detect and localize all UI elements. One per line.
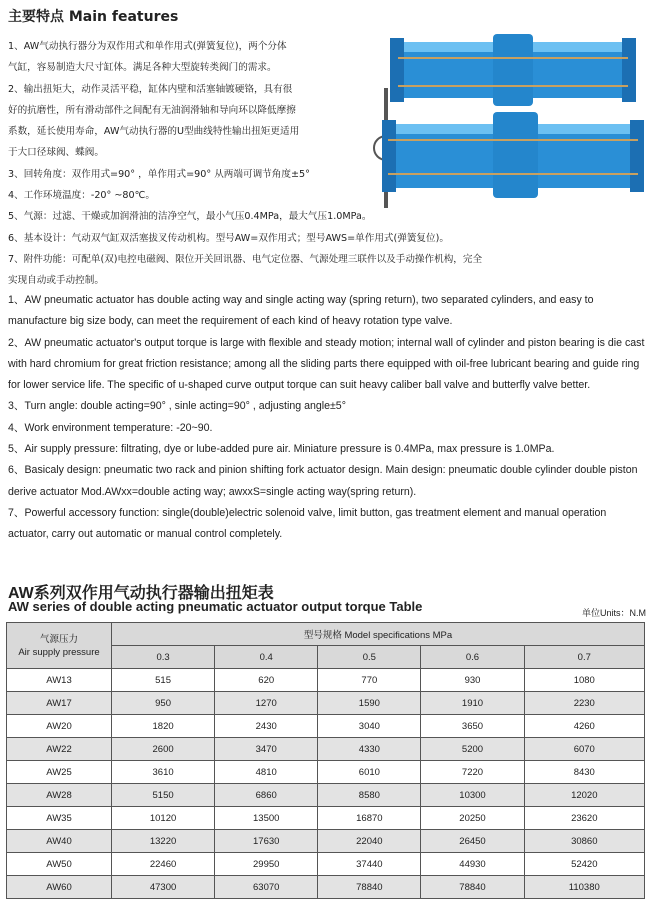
- table-row: [7, 738, 645, 761]
- en-item: 7、Powerful accessory function: single(double)electric solenoid valve, limit button, gas treatment element and manual operation actuator, carry out automatic or manual control completely.: [8, 506, 607, 541]
- model-cell: AW50: [7, 853, 112, 876]
- torque-cell: 12020: [524, 784, 644, 807]
- torque-cell: 4260: [524, 715, 644, 738]
- torque-cell: 930: [421, 669, 524, 692]
- torque-cell: 3650: [421, 715, 524, 738]
- features-chinese: [8, 36, 483, 292]
- model-cell: AW60: [7, 876, 112, 899]
- torque-cell: 1270: [215, 692, 318, 715]
- torque-cell: 770: [318, 669, 421, 692]
- cn-line: 2、输出扭矩大，动作灵活平稳，缸体内壁和活塞轴镀硬铬，具有很: [8, 83, 293, 95]
- cn-line: 实现自动或手动控制。: [8, 275, 104, 287]
- torque-cell: 1820: [112, 715, 215, 738]
- model-cell: AW40: [7, 830, 112, 853]
- cn-line: 气缸，容易制造大尺寸缸体。满足各种大型旋转类阀门的需求。: [8, 62, 277, 74]
- cn-line: 4、工作环境温度：-20° ~80℃。: [8, 190, 155, 202]
- features-title: 主要特点 Main features: [8, 9, 179, 25]
- features-english: [8, 290, 648, 546]
- pressure-header: 0.6: [421, 646, 524, 669]
- torque-cell: 52420: [524, 853, 644, 876]
- en-item: 4、Work environment temperature: -20~90.: [8, 421, 213, 434]
- table-title-cn: AW系列双作用气动执行器输出扭矩表: [8, 585, 274, 602]
- model-cell: AW20: [7, 715, 112, 738]
- torque-table: [6, 622, 645, 899]
- torque-cell: 110380: [524, 876, 644, 899]
- torque-cell: 4330: [318, 738, 421, 761]
- model-cell: AW13: [7, 669, 112, 692]
- cn-line: 好的抗磨性，所有滑动部件之间配有无油润滑轴和导向环以降低摩擦: [8, 104, 296, 116]
- torque-cell: 1080: [524, 669, 644, 692]
- pressure-header: 0.5: [318, 646, 421, 669]
- model-cell: AW35: [7, 807, 112, 830]
- torque-cell: 6010: [318, 761, 421, 784]
- torque-cell: 3040: [318, 715, 421, 738]
- table-row: [7, 807, 645, 830]
- table-title-en: AW series of double acting pneumatic actuator output torque Table: [8, 599, 423, 614]
- spec-header: 型号规格 Model specifications MPa: [112, 623, 645, 646]
- cn-line: 3、回转角度：双作用式=90° ，单作用式=90° 从两端可调节角度±5°: [8, 168, 310, 180]
- torque-cell: 1910: [421, 692, 524, 715]
- table-row: [7, 830, 645, 853]
- torque-cell: 37440: [318, 853, 421, 876]
- torque-cell: 29950: [215, 853, 318, 876]
- torque-cell: 44930: [421, 853, 524, 876]
- cn-line: 于大口径球阀、蝶阀。: [8, 147, 104, 159]
- torque-cell: 26450: [421, 830, 524, 853]
- torque-cell: 620: [215, 669, 318, 692]
- pressure-header: 0.4: [215, 646, 318, 669]
- torque-cell: 22460: [112, 853, 215, 876]
- table-row: [7, 715, 645, 738]
- pressure-header: 0.7: [524, 646, 644, 669]
- torque-cell: 2600: [112, 738, 215, 761]
- torque-cell: 4810: [215, 761, 318, 784]
- torque-cell: 23620: [524, 807, 644, 830]
- table-row: [7, 784, 645, 807]
- torque-cell: 8580: [318, 784, 421, 807]
- model-cell: AW17: [7, 692, 112, 715]
- table-row: [7, 692, 645, 715]
- torque-cell: 1590: [318, 692, 421, 715]
- torque-cell: 950: [112, 692, 215, 715]
- torque-cell: 47300: [112, 876, 215, 899]
- torque-cell: 63070: [215, 876, 318, 899]
- table-row: [7, 876, 645, 899]
- torque-cell: 20250: [421, 807, 524, 830]
- torque-cell: 3470: [215, 738, 318, 761]
- torque-cell: 5150: [112, 784, 215, 807]
- torque-cell: 5200: [421, 738, 524, 761]
- torque-cell: 16870: [318, 807, 421, 830]
- actuator-top: [390, 34, 636, 106]
- row-header: 气源压力 Air supply pressure: [7, 623, 112, 669]
- actuator-photo: [368, 28, 648, 278]
- table-row: [7, 669, 645, 692]
- torque-cell: 78840: [318, 876, 421, 899]
- cn-line: 7、附件功能：可配单(双)电控电磁阀、限位开关回讯器、电气定位器、气源处理三联件以及手动操作机构，完全: [8, 253, 483, 265]
- torque-cell: 2430: [215, 715, 318, 738]
- cn-line: 6、基本设计：气动双气缸双活塞拔叉传动机构。型号AW=双作用式；型号AWS=单作用式(弹簧复位)。: [8, 232, 449, 244]
- pressure-header: 0.3: [112, 646, 215, 669]
- torque-cell: 78840: [421, 876, 524, 899]
- model-cell: AW28: [7, 784, 112, 807]
- cn-line: 系数，延长使用寿命，AW气动执行器的U型曲线特性输出扭矩更适用: [8, 126, 300, 138]
- torque-cell: 3610: [112, 761, 215, 784]
- en-item: 2、AW pneumatic actuator's output torque is large with flexible and steady motion; internal wall of cylinder and piston bearing is die cast with hard chromium for great friction resistance; among all the sliding parts there equipped with oil-free lubricant bearing and guide ring for lower service life. The specific of u-shaped curve output torque can suit heavy caliber ball valve and butterfly valve better.: [8, 336, 645, 392]
- torque-cell: 17630: [215, 830, 318, 853]
- model-cell: AW22: [7, 738, 112, 761]
- cn-line: 5、气源：过滤、干燥或加润滑油的洁净空气，最小气压0.4MPa，最大气压1.0MPa。: [8, 211, 372, 223]
- torque-cell: 7220: [421, 761, 524, 784]
- torque-cell: 6860: [215, 784, 318, 807]
- torque-cell: 13220: [112, 830, 215, 853]
- en-item: 3、Turn angle: double acting=90° , sinle acting=90° , adjusting angle±5°: [8, 400, 346, 413]
- torque-cell: 6070: [524, 738, 644, 761]
- torque-cell: 22040: [318, 830, 421, 853]
- torque-cell: 515: [112, 669, 215, 692]
- torque-cell: 8430: [524, 761, 644, 784]
- en-item: 6、Basicaly design: pneumatic two rack and pinion shifting fork actuator design. Main design: pneumatic double cylinder double piston derive actuator Mod.AWxx=double acting way; awxxS=single acting way(spring return).: [8, 464, 638, 498]
- torque-cell: 10120: [112, 807, 215, 830]
- torque-cell: 30860: [524, 830, 644, 853]
- cn-line: 1、AW气动执行器分为双作用式和单作用式(弹簧复位)，两个分体: [8, 41, 287, 52]
- model-cell: AW25: [7, 761, 112, 784]
- torque-cell: 10300: [421, 784, 524, 807]
- table-row: [7, 853, 645, 876]
- torque-cell: 13500: [215, 807, 318, 830]
- torque-cell: 2230: [524, 692, 644, 715]
- units-label: 单位Units：N.M: [581, 608, 646, 618]
- en-item: 5、Air supply pressure: filtrating, dye or lube-added pure air. Miniature pressure is 0.4MPa, max pressure is 1.0MPa.: [8, 443, 555, 456]
- en-item: 1、AW pneumatic actuator has double acting way and single acting way (spring return), two separated cylinders, and easy to manufacture big size body, can meet the requirement of each kind of heavy rotation type valve.: [8, 294, 594, 328]
- table-row: [7, 761, 645, 784]
